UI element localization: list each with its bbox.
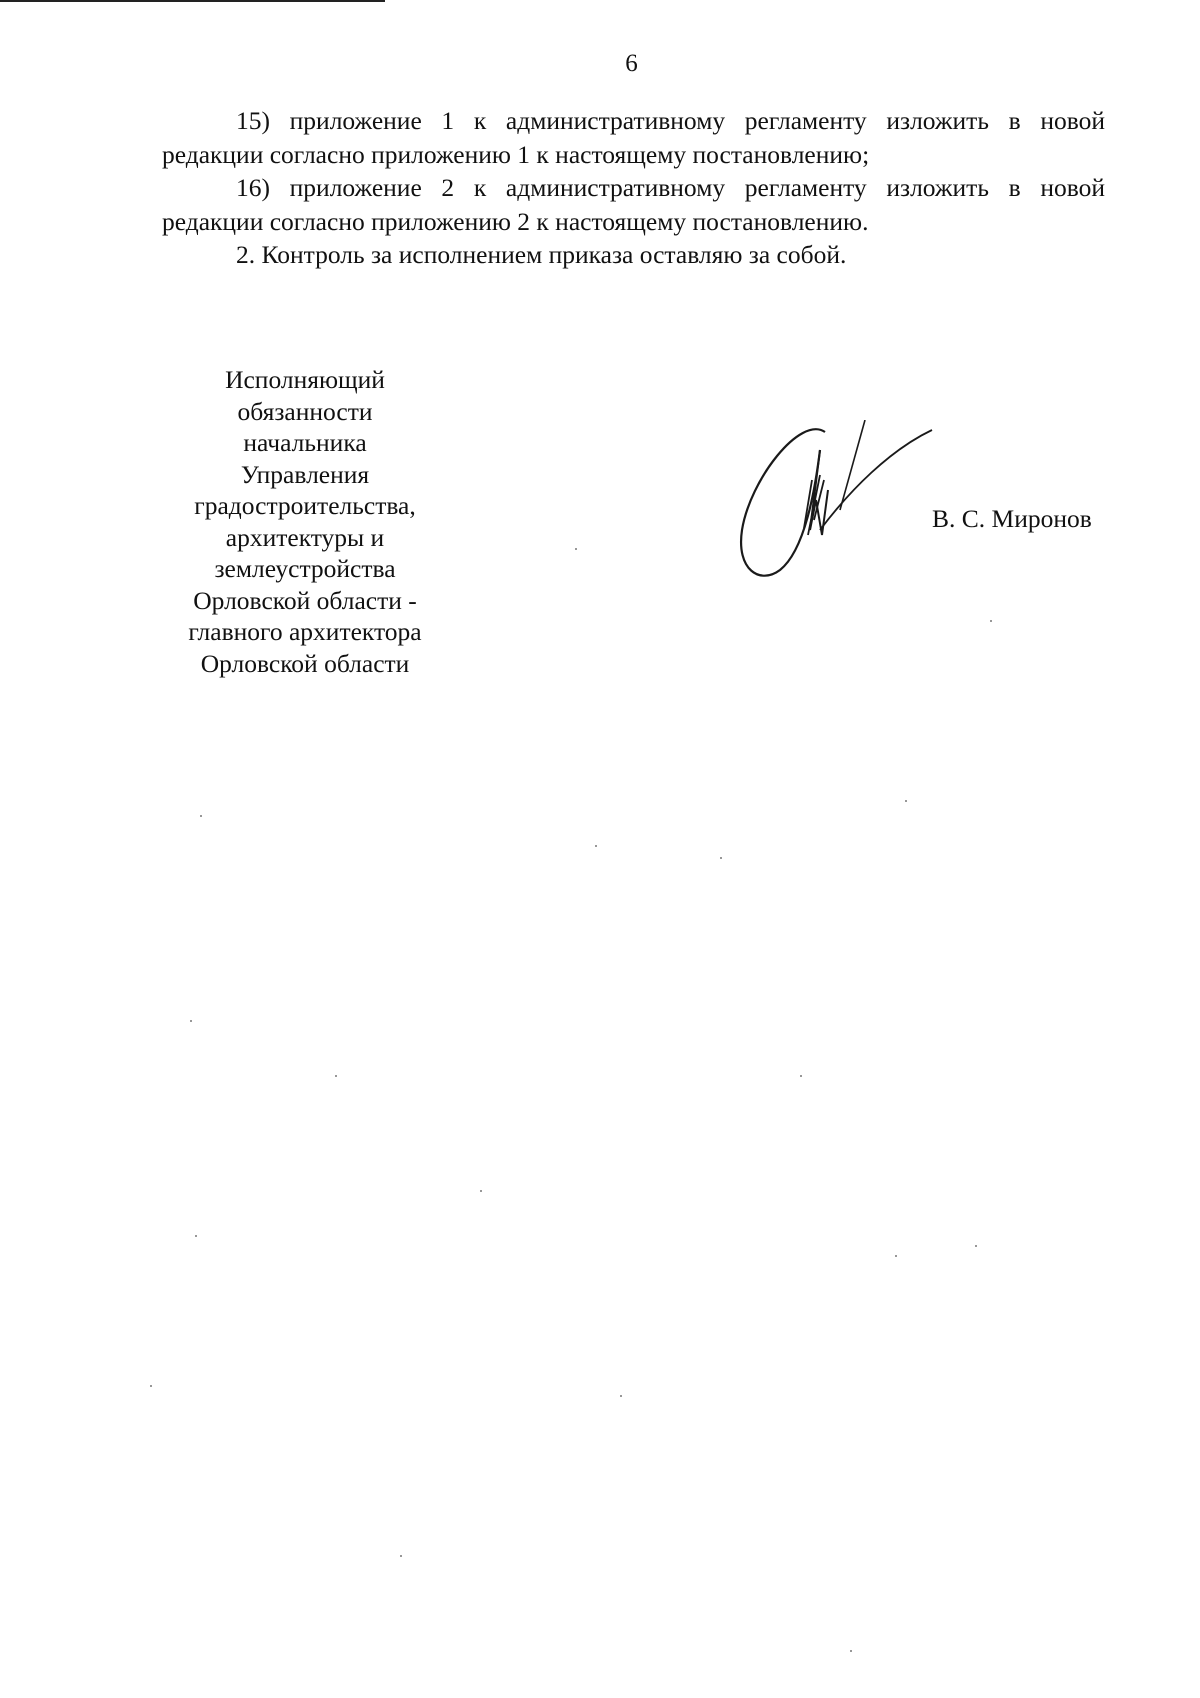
scan-speck (200, 815, 202, 817)
scan-speck (335, 1075, 337, 1077)
title-line: архитектуры и (225, 522, 385, 552)
title-line: Управления (240, 459, 370, 489)
title-line: Орловской области (200, 648, 410, 678)
scan-speck (620, 1395, 622, 1397)
body-text (162, 104, 1105, 272)
handwritten-signature (720, 420, 940, 600)
scan-speck (800, 1075, 802, 1077)
scan-speck (575, 548, 577, 550)
title-line: землеустройства (214, 554, 396, 583)
scan-speck (400, 1555, 402, 1557)
title-line: обязанности (237, 396, 373, 426)
scan-speck (195, 1235, 197, 1237)
paragraph-item-15: 15) приложение 1 к административному регламенту изложить в новой редакции согласно приложению 1 к настоящему постановлению; (162, 106, 1105, 169)
title-line: градостроительства, (194, 491, 416, 520)
title-line: Исполняющий (225, 365, 385, 394)
scan-speck (150, 1385, 152, 1387)
scan-speck (480, 1190, 482, 1192)
page-number: 6 (625, 50, 638, 77)
scan-speck (720, 857, 722, 859)
paragraph-control: 2. Контроль за исполнением приказа оставляю за собой. (236, 240, 847, 269)
title-line: начальника (243, 428, 367, 457)
scan-speck (975, 1245, 977, 1247)
signatory-title (140, 364, 470, 679)
scan-speck (990, 620, 992, 622)
scan-speck (190, 1020, 192, 1022)
paragraph-item-16: 16) приложение 2 к административному регламенту изложить в новой редакции согласно приложению 2 к настоящему постановлению. (162, 173, 1105, 236)
title-line: Орловской области - (193, 585, 417, 615)
scan-speck (595, 845, 597, 847)
title-line: главного архитектора (188, 617, 422, 646)
scan-edge-line (0, 0, 385, 2)
scan-speck (850, 1650, 852, 1652)
signer-name: В. С. Миронов (932, 504, 1092, 533)
scan-speck (895, 1255, 897, 1257)
scan-speck (905, 800, 907, 802)
